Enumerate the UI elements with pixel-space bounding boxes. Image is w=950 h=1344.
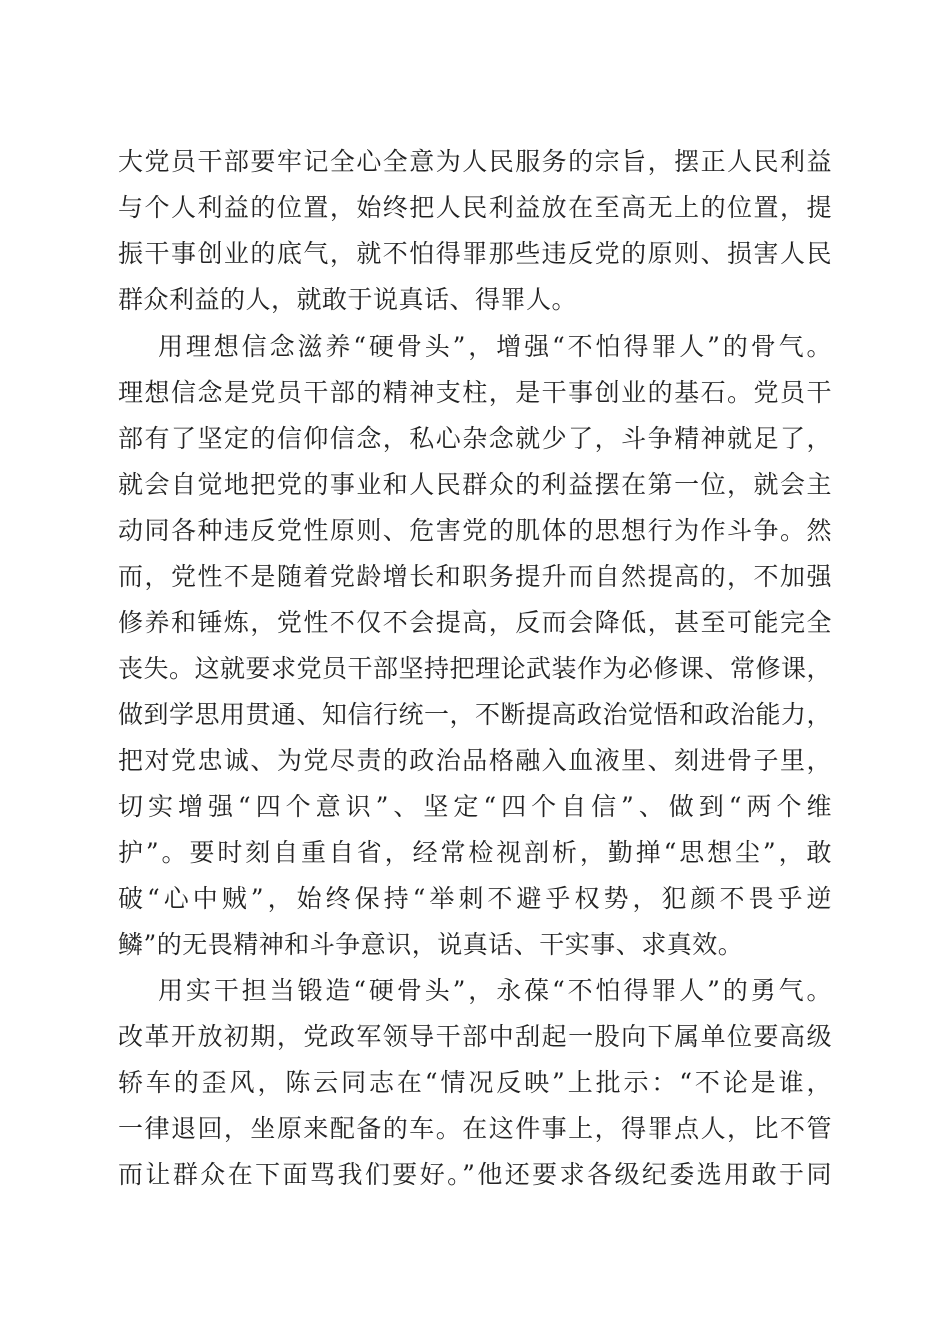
text-line-17: 破“心中贼”，始终保持“举刺不避乎权势，犯颜不畏乎逆 bbox=[118, 884, 832, 913]
text-line-18: 鳞”的无畏精神和斗争意识，说真话、干实事、求真效。 bbox=[118, 930, 744, 959]
text-line-3: 振干事创业的底气，就不怕得罪那些违反党的原则、损害人民 bbox=[118, 239, 832, 268]
text-line-13: 做到学思用贯通、知信行统一，不断提高政治觉悟和政治能力， bbox=[118, 700, 833, 729]
text-line-9: 动同各种违反党性原则、危害党的肌体的思想行为作斗争。然 bbox=[118, 516, 832, 545]
paragraph-heading-2: 用实干担当锻造“硬骨头”，永葆“不怕得罪人”的勇气。 bbox=[158, 976, 832, 1005]
text-line-8: 就会自觉地把党的事业和人民群众的利益摆在第一位，就会主 bbox=[118, 470, 832, 499]
text-line-21: 轿车的歪风，陈云同志在“情况反映”上批示：“不论是谁， bbox=[118, 1068, 832, 1097]
text-line-14: 把对党忠诚、为党尽责的政治品格融入血液里、刻进骨子里， bbox=[118, 746, 832, 775]
text-line-1: 大党员干部要牢记全心全意为人民服务的宗旨，摆正人民利益 bbox=[118, 147, 832, 176]
text-line-7: 部有了坚定的信仰信念，私心杂念就少了，斗争精神就足了， bbox=[118, 424, 832, 453]
text-line-15: 切实增强“四个意识”、坚定“四个自信”、做到“两个维 bbox=[118, 792, 832, 821]
text-line-16: 护”。要时刻自重自省，经常检视剖析，勤掸“思想尘”，敢 bbox=[118, 838, 832, 867]
text-line-12: 丧失。这就要求党员干部坚持把理论武装作为必修课、常修课， bbox=[118, 654, 833, 683]
paragraph-heading-1: 用理想信念滋养“硬骨头”，增强“不怕得罪人”的骨气。 bbox=[158, 332, 832, 361]
text-line-10: 而，党性不是随着党龄增长和职务提升而自然提高的，不加强 bbox=[118, 562, 832, 591]
text-line-6: 理想信念是党员干部的精神支柱，是干事创业的基石。党员干 bbox=[118, 378, 832, 407]
text-line-22: 一律退回，坐原来配备的车。在这件事上，得罪点人，比不管 bbox=[118, 1114, 832, 1143]
text-line-4: 群众利益的人，就敢于说真话、得罪人。 bbox=[118, 285, 578, 314]
text-line-23: 而让群众在下面骂我们要好。”他还要求各级纪委选用敢于同 bbox=[118, 1160, 832, 1189]
text-line-20: 改革开放初期，党政军领导干部中刮起一股向下属单位要高级 bbox=[118, 1022, 832, 1051]
text-line-2: 与个人利益的位置，始终把人民利益放在至高无上的位置，提 bbox=[118, 193, 832, 222]
text-line-11: 修养和锤炼，党性不仅不会提高，反而会降低，甚至可能完全 bbox=[118, 608, 832, 637]
